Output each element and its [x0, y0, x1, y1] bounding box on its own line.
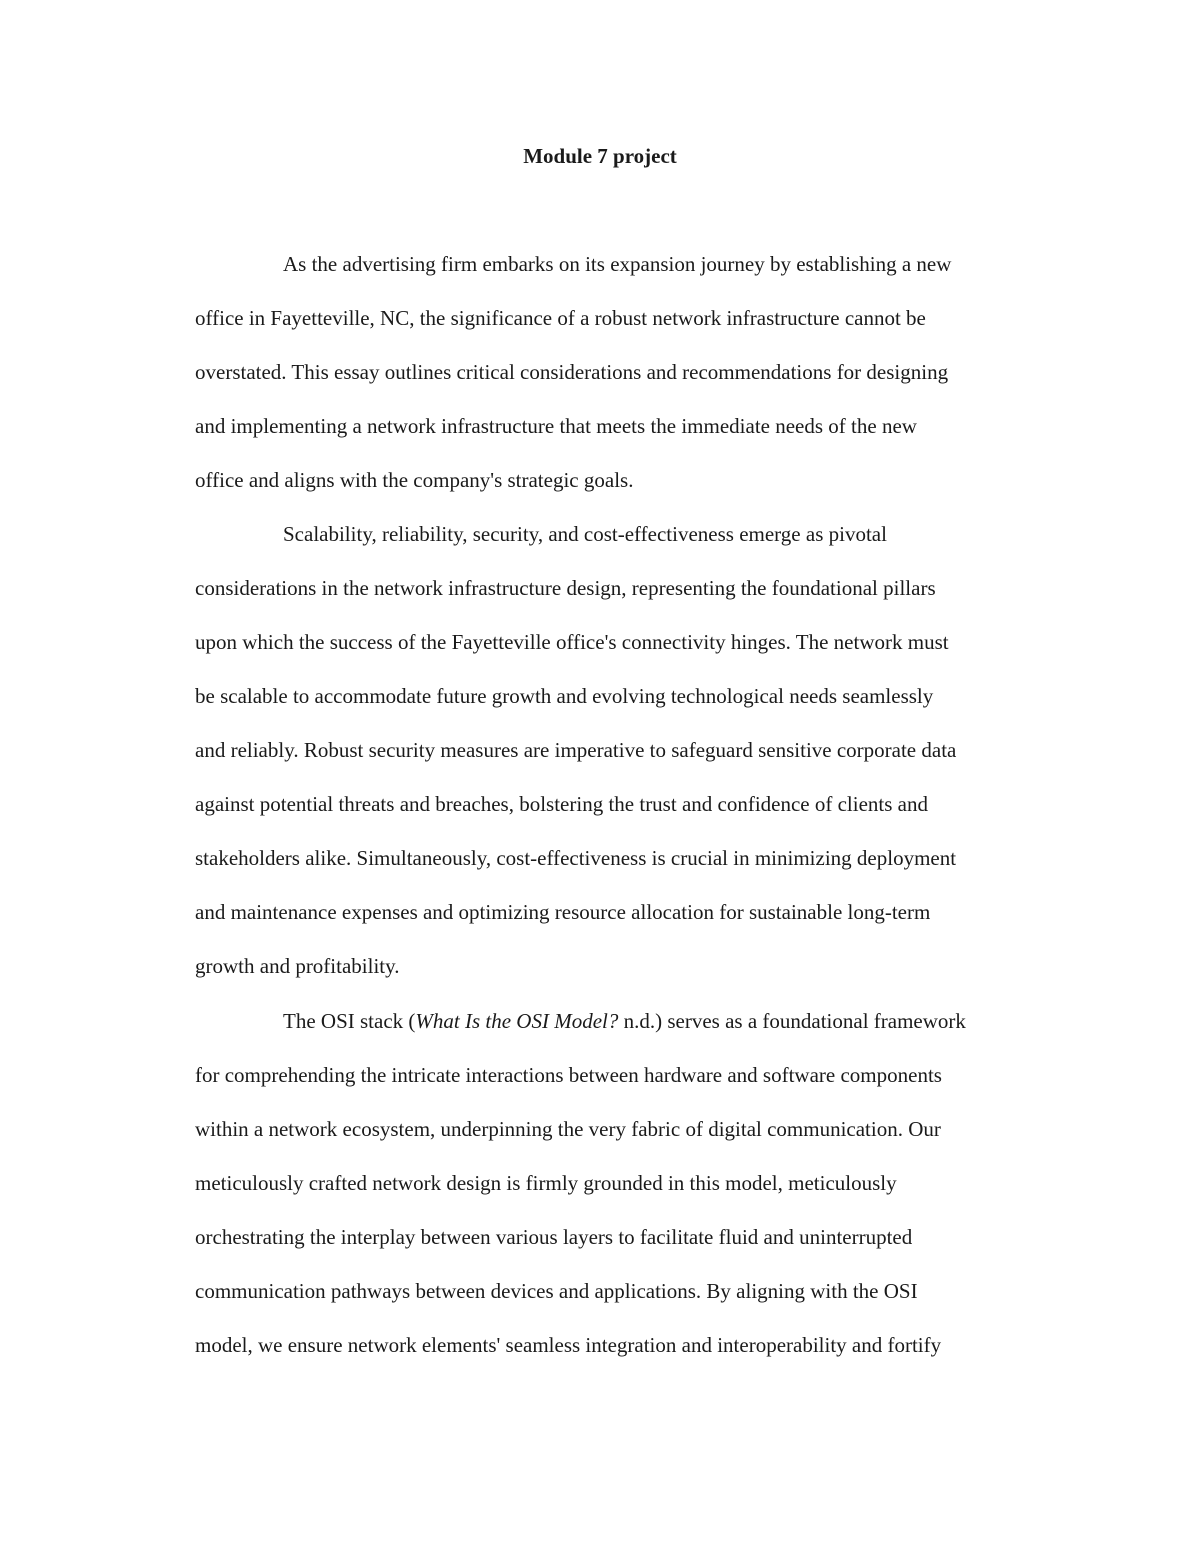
- paragraph-line: orchestrating the interplay between various layers to facilitate fluid and uninterrupted: [195, 1225, 913, 1249]
- paragraph-line: within a network ecosystem, underpinning the very fabric of digital communication. Our: [195, 1117, 941, 1141]
- paragraph-line: and maintenance expenses and optimizing resource allocation for sustainable long-term: [195, 900, 931, 924]
- paragraph-line: growth and profitability.: [195, 954, 400, 978]
- paragraph-line: communication pathways between devices and applications. By aligning with the OSI: [195, 1279, 918, 1303]
- paragraph-line: [283, 1005, 1153, 1037]
- paragraph-line: and implementing a network infrastructure that meets the immediate needs of the new: [195, 414, 917, 438]
- citation-trail-text: n.d.) serves as a foundational framework: [618, 1009, 966, 1033]
- citation-title: What Is the OSI Model?: [415, 1009, 619, 1033]
- citation-lead-text: The OSI stack (: [283, 1009, 416, 1033]
- paragraph-line: overstated. This essay outlines critical considerations and recommendations for designing: [195, 360, 949, 384]
- paragraph-line: stakeholders alike. Simultaneously, cost-effectiveness is crucial in minimizing deployment: [195, 846, 957, 870]
- paragraph-line: Scalability, reliability, security, and cost-effectiveness emerge as pivotal: [283, 522, 887, 546]
- paragraph-line: meticulously crafted network design is firmly grounded in this model, meticulously: [195, 1171, 897, 1195]
- document-title: Module 7 project: [523, 144, 677, 168]
- paragraph-line: office in Fayetteville, NC, the significance of a robust network infrastructure cannot be: [195, 306, 926, 330]
- paragraph-line: considerations in the network infrastructure design, representing the foundational pillars: [195, 576, 936, 600]
- paragraph-line: upon which the success of the Fayetteville office's connectivity hinges. The network must: [195, 630, 949, 654]
- paragraph-line: As the advertising firm embarks on its expansion journey by establishing a new: [283, 252, 952, 276]
- paragraph-line: office and aligns with the company's strategic goals.: [195, 468, 634, 492]
- paragraph-line: model, we ensure network elements' seamless integration and interoperability and fortify: [195, 1333, 942, 1357]
- paragraph-line: and reliably. Robust security measures are imperative to safeguard sensitive corporate data: [195, 738, 957, 762]
- paragraph-line: against potential threats and breaches, bolstering the trust and confidence of clients and: [195, 792, 929, 816]
- paragraph-line: for comprehending the intricate interactions between hardware and software components: [195, 1063, 942, 1087]
- paragraph-line: be scalable to accommodate future growth and evolving technological needs seamlessly: [195, 684, 934, 708]
